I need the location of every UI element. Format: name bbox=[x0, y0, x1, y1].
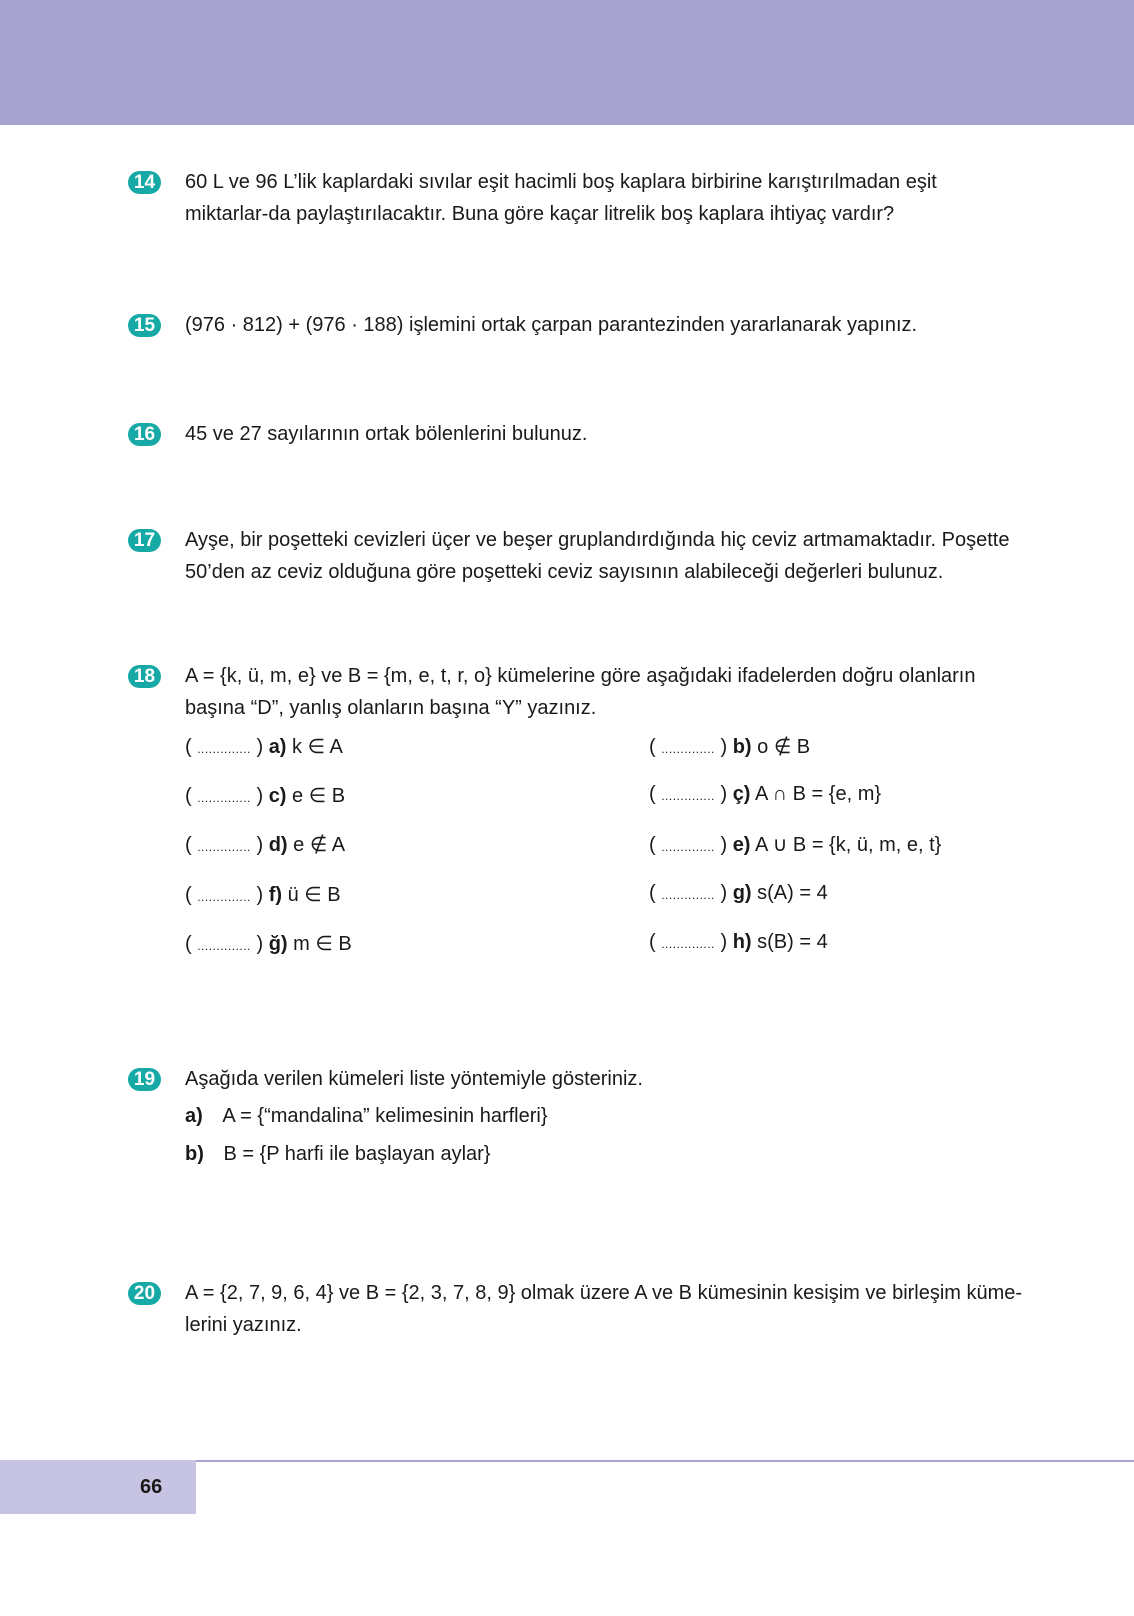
item-label: ğ) bbox=[268, 933, 288, 955]
close-paren: ) bbox=[714, 736, 733, 758]
open-paren: ( bbox=[649, 736, 662, 758]
tf-item bbox=[185, 931, 352, 956]
item-expr: A = {“mandalina” kelimesinin harfleri} bbox=[222, 1105, 548, 1127]
answer-blank[interactable]: .............. bbox=[197, 939, 251, 953]
item-expr: e ∈ B bbox=[292, 785, 346, 807]
item-expr: s(A) = 4 bbox=[757, 882, 828, 904]
answer-blank[interactable]: .............. bbox=[661, 840, 715, 854]
item-expr: o ∉ B bbox=[757, 736, 811, 758]
answer-blank[interactable]: .............. bbox=[197, 840, 251, 854]
answer-blank[interactable]: .............. bbox=[661, 888, 715, 902]
question-number-badge: 17 bbox=[128, 529, 161, 552]
question-number-badge: 18 bbox=[128, 665, 161, 688]
open-paren: ( bbox=[185, 785, 198, 807]
close-paren: ) bbox=[714, 882, 733, 904]
footer-rule bbox=[196, 1460, 1134, 1462]
item-expr: e ∉ A bbox=[293, 834, 346, 856]
question-text: 45 ve 27 sayılarının ortak bölenlerini bulunuz. bbox=[185, 423, 588, 445]
open-paren: ( bbox=[185, 736, 198, 758]
item-expr: ü ∈ B bbox=[287, 884, 341, 906]
question-text: 60 L ve 96 L’lik kaplardaki sıvılar eşit hacimli boş kaplara birbirine karıştırılmadan eşit miktarlar-da paylaştırılacaktır. Buna göre kaçar litrelik boş kaplara ihtiyaç vardır? bbox=[185, 171, 937, 225]
item-expr: B = {P harfi ile başlayan aylar} bbox=[223, 1143, 491, 1165]
q19-item-b bbox=[185, 1143, 490, 1166]
question-text: (976 · 812) + (976 · 188) işlemini ortak çarpan parantezinden yararlanarak yapınız. bbox=[185, 314, 918, 336]
item-label: h) bbox=[732, 931, 752, 953]
item-label: b) bbox=[185, 1143, 204, 1165]
item-expr: A ∪ B = {k, ü, m, e, t} bbox=[754, 834, 942, 856]
close-paren: ) bbox=[714, 931, 733, 953]
close-paren: ) bbox=[250, 884, 269, 906]
tf-item bbox=[649, 832, 941, 857]
item-label: f) bbox=[268, 884, 283, 906]
open-paren: ( bbox=[649, 882, 662, 904]
question-number-badge: 14 bbox=[128, 171, 161, 194]
item-expr: k ∈ A bbox=[292, 736, 343, 758]
tf-item bbox=[185, 832, 345, 857]
item-label: a) bbox=[185, 1105, 203, 1127]
tf-item bbox=[649, 783, 881, 806]
item-label: d) bbox=[268, 834, 288, 856]
footer-tab bbox=[0, 1460, 196, 1514]
answer-blank[interactable]: .............. bbox=[197, 890, 251, 904]
close-paren: ) bbox=[714, 834, 733, 856]
open-paren: ( bbox=[185, 834, 198, 856]
tf-item bbox=[185, 734, 343, 759]
close-paren: ) bbox=[250, 736, 269, 758]
close-paren: ) bbox=[250, 933, 269, 955]
open-paren: ( bbox=[649, 931, 662, 953]
answer-blank[interactable]: .............. bbox=[197, 791, 251, 805]
answer-blank[interactable]: .............. bbox=[661, 742, 715, 756]
tf-item bbox=[649, 931, 828, 954]
open-paren: ( bbox=[185, 884, 198, 906]
question-text: A = {2, 7, 9, 6, 4} ve B = {2, 3, 7, 8, 9} olmak üzere A ve B kümesinin kesişim ve birleşim küme-lerini yazınız. bbox=[185, 1282, 1023, 1336]
question-text: A = {k, ü, m, e} ve B = {m, e, t, r, o} kümelerine göre aşağıdaki ifadelerden doğru olanların başına “D”, yanlış olanların başına “Y” yazınız. bbox=[185, 665, 976, 719]
question-number-badge: 16 bbox=[128, 423, 161, 446]
open-paren: ( bbox=[649, 783, 662, 805]
question-number-badge: 15 bbox=[128, 314, 161, 337]
item-label: b) bbox=[732, 736, 752, 758]
tf-item bbox=[185, 783, 345, 808]
close-paren: ) bbox=[250, 834, 269, 856]
open-paren: ( bbox=[185, 933, 198, 955]
item-expr: s(B) = 4 bbox=[757, 931, 828, 953]
item-label: g) bbox=[732, 882, 752, 904]
item-expr: A ∩ B = {e, m} bbox=[754, 783, 882, 805]
tf-item bbox=[185, 882, 341, 907]
answer-blank[interactable]: .............. bbox=[661, 789, 715, 803]
header-band bbox=[0, 0, 1134, 125]
answer-blank[interactable]: .............. bbox=[197, 742, 251, 756]
answer-blank[interactable]: .............. bbox=[661, 937, 715, 951]
item-label: a) bbox=[268, 736, 287, 758]
item-label: e) bbox=[732, 834, 751, 856]
item-expr: m ∈ B bbox=[293, 933, 352, 955]
q19-item-a bbox=[185, 1105, 548, 1128]
page-number: 66 bbox=[140, 1476, 163, 1498]
tf-item bbox=[649, 882, 828, 905]
question-number-badge: 20 bbox=[128, 1282, 161, 1305]
item-label: c) bbox=[268, 785, 287, 807]
question-number-badge: 19 bbox=[128, 1068, 161, 1091]
close-paren: ) bbox=[714, 783, 733, 805]
open-paren: ( bbox=[649, 834, 662, 856]
question-text: Aşağıda verilen kümeleri liste yöntemiyle gösteriniz. bbox=[185, 1068, 643, 1090]
item-label: ç) bbox=[732, 783, 751, 805]
tf-item bbox=[649, 734, 810, 759]
question-text: Ayşe, bir poşetteki cevizleri üçer ve beşer gruplandırdığında hiç ceviz artmamaktadır. Poşette 50’den az ceviz olduğuna göre poşetteki ceviz sayısının alabileceği değerleri bulunuz. bbox=[185, 529, 1010, 583]
close-paren: ) bbox=[250, 785, 269, 807]
